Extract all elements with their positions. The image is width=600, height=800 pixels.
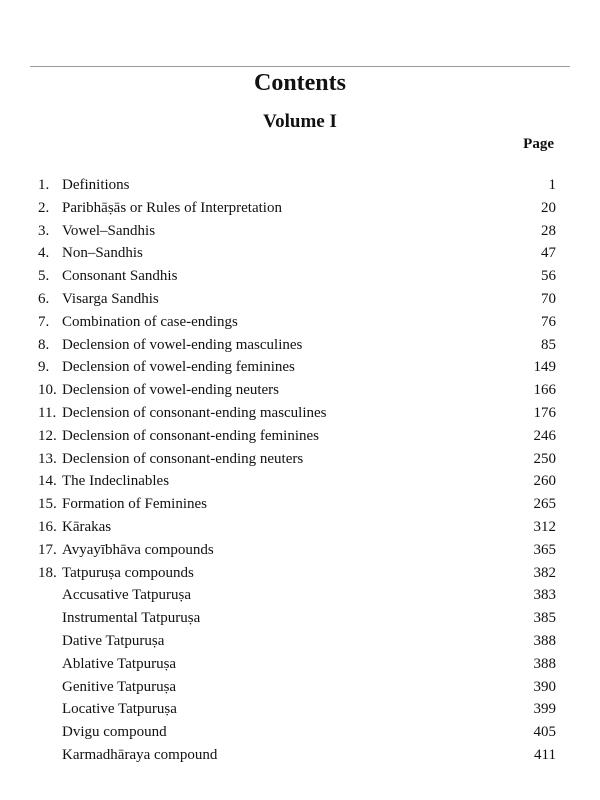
toc-entry bbox=[38, 356, 556, 379]
toc-entry-number: 6. bbox=[38, 290, 50, 307]
toc-entry-page: 176 bbox=[533, 404, 556, 421]
toc-entry-page: 28 bbox=[541, 222, 556, 239]
toc-entry-title: Visarga Sandhis bbox=[62, 290, 159, 307]
toc-entry bbox=[38, 607, 556, 630]
toc-entry-page: 390 bbox=[533, 678, 556, 695]
toc-entry-page: 166 bbox=[533, 382, 556, 399]
toc-entry bbox=[38, 220, 556, 243]
toc-entry-page: 70 bbox=[541, 290, 556, 307]
toc-entry-page: 388 bbox=[533, 655, 556, 672]
toc-entry bbox=[38, 584, 556, 607]
toc-entry-title: Paribhāṣās or Rules of Interpretation bbox=[62, 199, 282, 216]
toc-entry-title: Dvigu compound bbox=[62, 724, 167, 741]
toc-entry bbox=[38, 311, 556, 334]
toc-entry bbox=[38, 744, 556, 767]
toc-entry-page: 1 bbox=[548, 177, 556, 193]
toc-entry-page: 383 bbox=[533, 587, 556, 604]
toc-entry bbox=[38, 676, 556, 699]
toc-entry bbox=[38, 698, 556, 721]
toc-entry-number: 1. bbox=[38, 177, 50, 193]
toc-entry-title: Avyayībhāva compounds bbox=[62, 541, 214, 558]
toc-entry-title: Ablative Tatpuruṣa bbox=[62, 655, 177, 672]
toc-entry bbox=[38, 721, 556, 744]
toc-entry-title: Declension of vowel-ending feminines bbox=[62, 359, 295, 376]
toc-entry-title: Declension of consonant-ending masculines bbox=[62, 404, 327, 421]
toc-entry-number: 16. bbox=[38, 518, 57, 535]
toc-entry bbox=[38, 288, 556, 311]
toc-entry-number: 18. bbox=[38, 564, 57, 581]
toc-entry-page: 76 bbox=[541, 313, 556, 330]
toc-entry bbox=[38, 425, 556, 448]
page-title: Contents bbox=[253, 70, 346, 96]
toc-entry-page: 265 bbox=[533, 496, 556, 513]
toc-entry-title: Combination of case-endings bbox=[62, 313, 238, 330]
toc-entry bbox=[38, 630, 556, 653]
toc-entry-page: 388 bbox=[533, 632, 556, 649]
toc-entry-page: 47 bbox=[541, 245, 556, 262]
toc-entry-number: 10. bbox=[38, 382, 57, 399]
toc-entry bbox=[38, 174, 556, 197]
toc-entry-page: 411 bbox=[534, 746, 556, 763]
toc-entry-title: Consonant Sandhis bbox=[62, 268, 178, 285]
toc-entry bbox=[38, 197, 556, 220]
toc-entry-title: Declension of vowel-ending masculines bbox=[62, 336, 303, 353]
top-rule bbox=[30, 66, 570, 67]
toc-entry-page: 382 bbox=[533, 564, 556, 581]
toc-entry bbox=[38, 653, 556, 676]
toc-entry bbox=[38, 402, 556, 425]
toc-entry-page: 365 bbox=[533, 541, 556, 558]
toc-entry-page: 250 bbox=[533, 450, 556, 467]
toc-entry-page: 20 bbox=[541, 199, 556, 216]
toc-entry-number: 5. bbox=[38, 268, 50, 285]
toc-entry-page: 85 bbox=[541, 336, 556, 353]
toc-entry-title: The Indeclinables bbox=[62, 473, 170, 490]
toc-entry bbox=[38, 448, 556, 471]
toc-entry-title: Locative Tatpuruṣa bbox=[62, 701, 177, 718]
toc-entry-number: 13. bbox=[38, 450, 57, 467]
toc-entry-page: 405 bbox=[533, 724, 556, 741]
toc-entry-number: 14. bbox=[38, 473, 57, 490]
toc-entry-number: 8. bbox=[38, 336, 50, 353]
toc-entry-number: 9. bbox=[38, 359, 50, 376]
toc-entry bbox=[38, 493, 556, 516]
toc-entry-page: 399 bbox=[533, 701, 556, 718]
toc-entry-page: 246 bbox=[533, 427, 556, 444]
toc-entry-number: 17. bbox=[38, 541, 57, 558]
toc-entry-title: Declension of vowel-ending neuters bbox=[62, 382, 280, 399]
toc-entry bbox=[38, 539, 556, 562]
toc-entry-title: Dative Tatpuruṣa bbox=[62, 632, 165, 649]
toc-entry bbox=[38, 265, 556, 288]
toc-entry-number: 7. bbox=[38, 313, 50, 330]
toc-entry-number: 2. bbox=[38, 199, 50, 216]
toc-entry bbox=[38, 470, 556, 493]
toc-entry-title: Definitions bbox=[62, 177, 130, 193]
toc-entry-number: 12. bbox=[38, 427, 57, 444]
toc-entry bbox=[38, 379, 556, 402]
toc-entry-page: 260 bbox=[533, 473, 556, 490]
volume-heading: Volume I bbox=[263, 111, 337, 132]
toc-entry-title: Declension of consonant-ending neuters bbox=[62, 450, 304, 467]
toc-entry-title: Accusative Tatpuruṣa bbox=[62, 587, 192, 604]
toc-entry-number: 11. bbox=[38, 404, 57, 421]
toc-entry-title: Non–Sandhis bbox=[62, 245, 143, 262]
toc-entry-page: 149 bbox=[533, 359, 556, 376]
toc-entry bbox=[38, 516, 556, 539]
toc-entry bbox=[38, 562, 556, 585]
toc-entry-page: 385 bbox=[533, 610, 556, 627]
toc-entry-page: 56 bbox=[541, 268, 556, 285]
toc-entry-title: Formation of Feminines bbox=[62, 496, 207, 513]
toc-entry-number: 4. bbox=[38, 245, 50, 262]
toc-entry-number: 3. bbox=[38, 222, 50, 239]
table-of-contents bbox=[38, 174, 556, 767]
toc-entry-title: Genitive Tatpuruṣa bbox=[62, 678, 177, 695]
toc-entry-number: 15. bbox=[38, 496, 57, 513]
toc-entry bbox=[38, 242, 556, 265]
toc-entry-title: Tatpuruṣa compounds bbox=[62, 564, 194, 581]
toc-entry-title: Karmadhāraya compound bbox=[62, 746, 218, 763]
toc-entry-page: 312 bbox=[533, 518, 556, 535]
toc-entry-title: Instrumental Tatpuruṣa bbox=[62, 610, 201, 627]
page-column-label: Page bbox=[523, 136, 554, 152]
toc-entry-title: Vowel–Sandhis bbox=[62, 222, 156, 239]
toc-entry-title: Declension of consonant-ending feminines bbox=[62, 427, 320, 444]
toc-entry bbox=[38, 334, 556, 357]
toc-entry-title: Kārakas bbox=[62, 518, 112, 535]
